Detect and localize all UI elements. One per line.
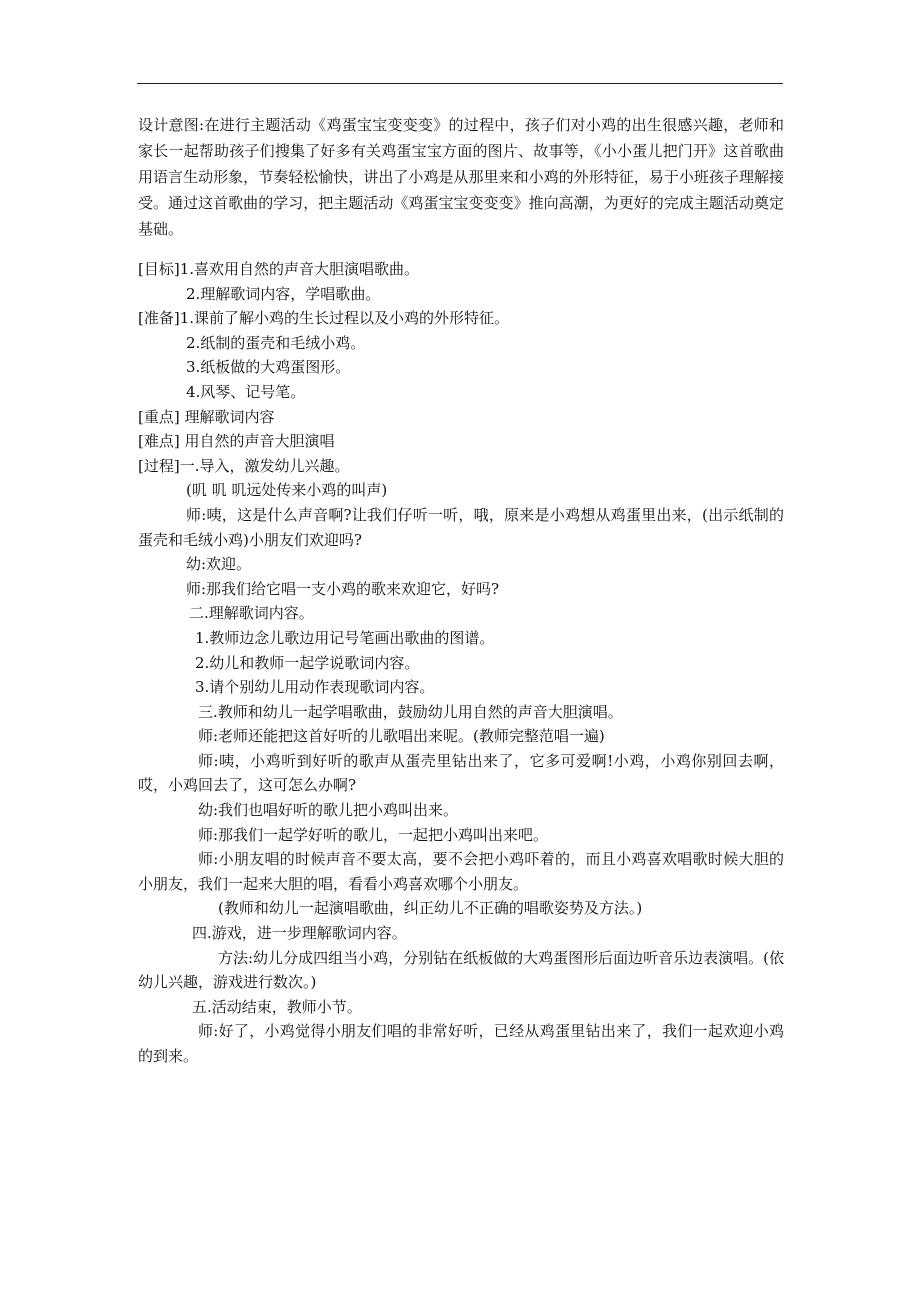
process-line: 3.请个别幼儿用动作表现歌词内容。 [195, 678, 435, 697]
process-line: 幼:欢迎。 [186, 555, 252, 574]
process-paragraph: 师:咦，小鸡听到好听的歌声从蛋壳里钻出来了，它多可爱啊!小鸡，小鸡你别回去啊，哎，小鸡回去了，这可怎么办啊? [138, 751, 784, 795]
process-subheading: 三.教师和幼儿一起学唱歌曲，鼓励幼儿用自然的声音大胆演唱。 [198, 702, 623, 721]
process-line: 2.幼儿和教师一起学说歌词内容。 [195, 653, 420, 672]
prep-line-2: 2.纸制的蛋壳和毛绒小鸡。 [186, 333, 366, 352]
prep-line-3: 3.纸板做的大鸡蛋图形。 [186, 358, 351, 377]
design-intent-paragraph: 设计意图:在进行主题活动《鸡蛋宝宝变变变》的过程中，孩子们对小鸡的出生很感兴趣，老师和家长一起帮助孩子们搜集了好多有关鸡蛋宝宝方面的图片、故事等，《小小蛋儿把门开》这首歌曲用语言生动形象，节奏轻松愉快，讲出了小鸡是从那里来和小鸡的外形特征，易于小班孩子理解接受。通过这首歌曲的学习，把主题活动《鸡蛋宝宝变变变》推向高潮，为更好的完成主题活动奠定基础。 [138, 116, 784, 238]
lesson-body [138, 257, 784, 1069]
process-subheading: 五.活动结束，教师小节。 [192, 997, 362, 1016]
process-subheading: 四.游戏，进一步理解歌词内容。 [192, 924, 407, 943]
process-line: 师:那我们一起学好听的歌儿，一起把小鸡叫出来吧。 [198, 825, 549, 844]
process-paragraph: 师:好了，小鸡觉得小朋友们唱的非常好听，已经从鸡蛋里钻出来了，我们一起欢迎小鸡的到来。 [138, 1022, 784, 1065]
process-line: 幼:我们也唱好听的歌儿把小鸡叫出来。 [198, 801, 459, 820]
process-line: (教师和幼儿一起演唱歌曲，纠正幼儿不正确的唱歌姿势及方法。) [218, 899, 643, 918]
process-line: (叽 叽 叽远处传来小鸡的叫声) [186, 481, 388, 500]
prep-line-4: 4.风琴、记号笔。 [186, 382, 306, 401]
header-rule [137, 83, 783, 84]
goal-line-2: 2.理解歌词内容，学唱歌曲。 [186, 284, 381, 303]
process-line: 1.教师边念儿歌边用记号笔画出歌曲的图谱。 [195, 628, 495, 647]
process-paragraph: 师:小朋友唱的时候声音不要太高，要不会把小鸡吓着的，而且小鸡喜欢唱歌时候大胆的小朋友，我们一起来大胆的唱，看看小鸡喜欢哪个小朋友。 [138, 850, 784, 893]
process-heading: [过程]一.导入，激发幼儿兴趣。 [138, 456, 350, 475]
key-point-line: [重点] 理解歌词内容 [138, 407, 275, 426]
process-line: 师:老师还能把这首好听的儿歌唱出来呢。(教师完整范唱一遍) [198, 727, 605, 746]
goal-line-1: [目标]1.喜欢用自然的声音大胆演唱歌曲。 [138, 260, 420, 278]
prep-line-1: [准备]1.课前了解小鸡的生长过程以及小鸡的外形特征。 [138, 309, 510, 328]
process-paragraph: 方法:幼儿分成四组当小鸡，分别钻在纸板做的大鸡蛋图形后面边听音乐边表演唱。(依幼儿兴趣，游戏进行数次。) [138, 948, 784, 992]
process-paragraph: 师:咦，这是什么声音啊?让我们仔听一听，哦，原来是小鸡想从鸡蛋里出来，(出示纸制的蛋壳和毛绒小鸡)小朋友们欢迎吗? [138, 505, 784, 549]
process-subheading: 二.理解歌词内容。 [189, 604, 314, 623]
process-line: 师:那我们给它唱一支小鸡的歌来欢迎它，好吗? [186, 579, 500, 598]
difficulty-line: [难点] 用自然的声音大胆演唱 [138, 432, 335, 451]
